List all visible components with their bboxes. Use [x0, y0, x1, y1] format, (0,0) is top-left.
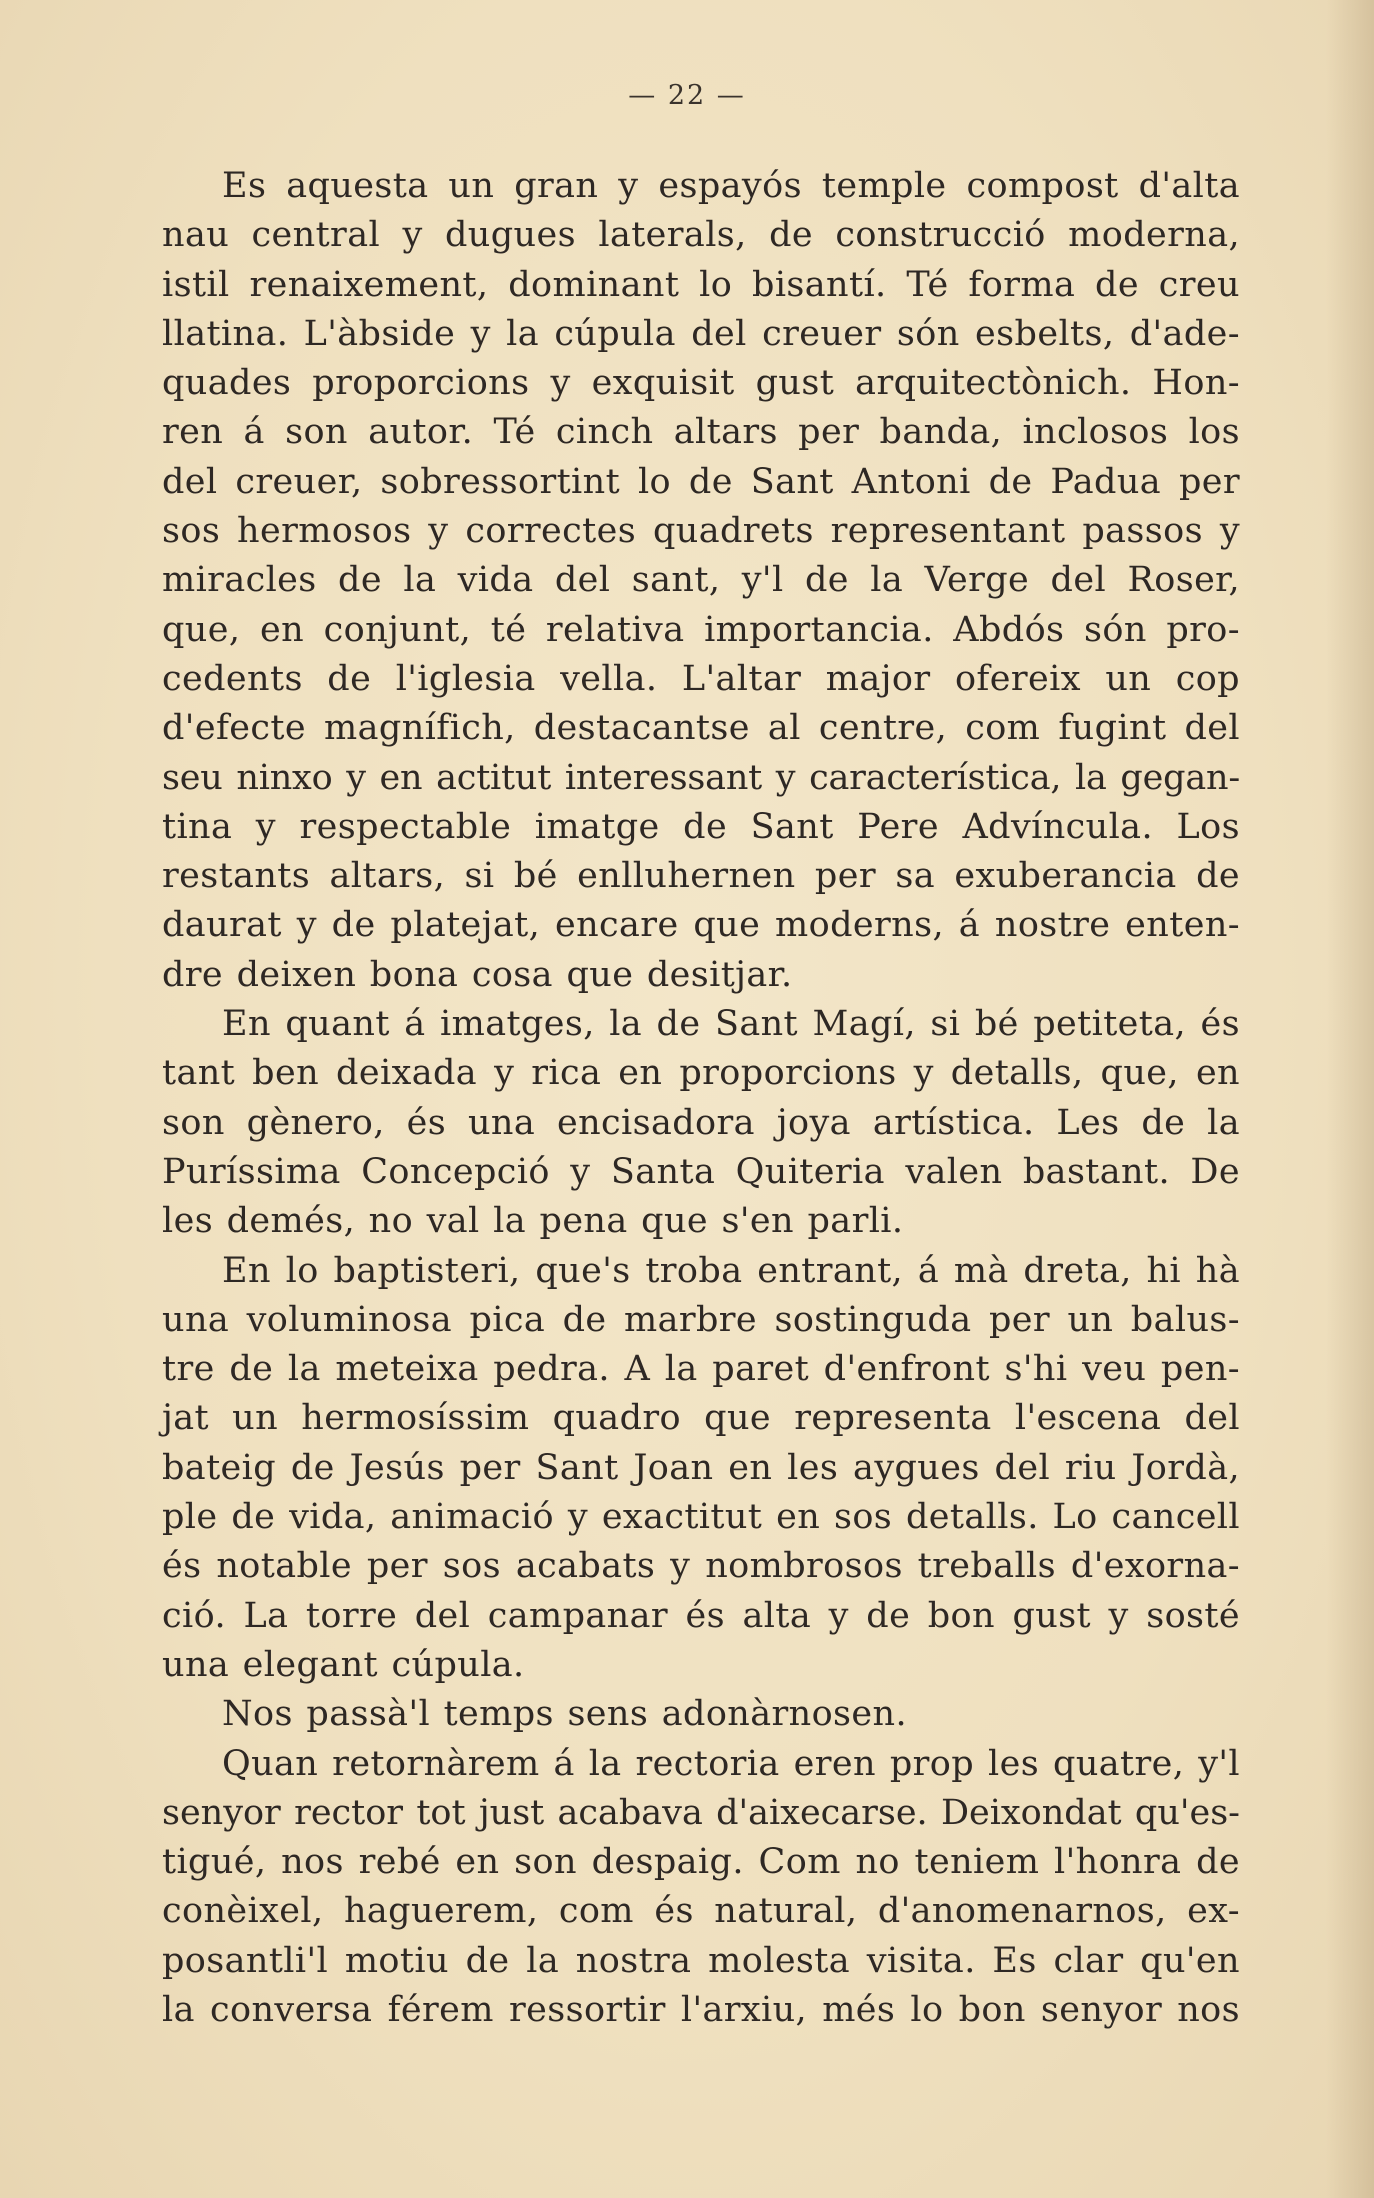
text-line: posantli'l motiu de la nostra molesta visita. Es clar qu'en: [162, 1940, 1240, 1981]
text-line: quades proporcions y exquisit gust arquitectònich. Hon-: [162, 363, 1240, 404]
text-line: restants altars, si bé enlluhernen per sa exuberancia de: [162, 856, 1240, 897]
text-line: sos hermosos y correctes quadrets representant passos y: [162, 511, 1240, 552]
text-line: daurat y de platejat, encare que moderns, á nostre enten-: [162, 905, 1240, 946]
text-line: ple de vida, animació y exactitut en sos detalls. Lo cancell: [162, 1497, 1240, 1538]
text-line: miracles de la vida del sant, y'l de la Verge del Roser,: [162, 560, 1240, 601]
text-line: bateig de Jesús per Sant Joan en les aygues del riu Jordà,: [162, 1447, 1240, 1488]
text-line: En quant á imatges, la de Sant Magí, si bé petiteta, és: [222, 1004, 1240, 1045]
text-line: una elegant cúpula.: [162, 1644, 525, 1685]
text-line: seu ninxo y en actitut interessant y característica, la gegan-: [162, 757, 1240, 798]
text-line: istil renaixement, dominant lo bisantí. Té forma de creu: [162, 264, 1240, 305]
text-line: conèixel, haguerem, com és natural, d'anomenarnos, ex-: [162, 1891, 1240, 1932]
text-line: una voluminosa pica de marbre sostinguda per un balus-: [162, 1299, 1240, 1340]
body-text: [162, 162, 1240, 2035]
text-line: que, en conjunt, té relativa importancia. Abdós són pro-: [162, 609, 1240, 650]
text-line: llatina. L'àbside y la cúpula del creuer són esbelts, d'ade-: [162, 313, 1240, 354]
text-line: tina y respectable imatge de Sant Pere Advíncula. Los: [162, 806, 1240, 847]
text-line: d'efecte magnífich, destacantse al centre, com fugint del: [162, 708, 1240, 749]
text-line: ren á son autor. Té cinch altars per banda, inclosos los: [162, 412, 1240, 453]
text-line: Es aquesta un gran y espayós temple compost d'alta: [222, 166, 1240, 206]
text-line: la conversa férem ressortir l'arxiu, més lo bon senyor nos: [162, 1989, 1240, 2030]
text-line: les demés, no val la pena que s'en parli.: [162, 1201, 904, 1242]
text-line: tigué, nos rebé en son despaig. Com no teniem l'honra de: [162, 1842, 1240, 1883]
text-line: senyor rector tot just acabava d'aixecarse. Deixondat qu'es-: [162, 1792, 1240, 1833]
text-line: del creuer, sobressortint lo de Sant Antoni de Padua per: [162, 461, 1240, 502]
text-line: son gènero, és una encisadora joya artística. Les de la: [162, 1102, 1240, 1143]
text-line: tre de la meteixa pedra. A la paret d'enfront s'hi veu pen-: [162, 1349, 1240, 1390]
text-line: Nos passà'l temps sens adonàrnosen.: [222, 1694, 907, 1735]
text-line: és notable per sos acabats y nombrosos treballs d'exorna-: [162, 1546, 1240, 1587]
text-line: En lo baptisteri, que's troba entrant, á mà dreta, hi hà: [222, 1250, 1240, 1291]
text-line: tant ben deixada y rica en proporcions y detalls, que, en: [162, 1053, 1240, 1094]
text-line: nau central y dugues laterals, de construcció moderna,: [162, 215, 1240, 256]
page-number: — 22 —: [628, 80, 746, 111]
text-line: Puríssima Concepció y Santa Quiteria valen bastant. De: [162, 1151, 1240, 1192]
text-line: ció. La torre del campanar és alta y de bon gust y sosté: [162, 1595, 1240, 1636]
text-line: jat un hermosíssim quadro que representa l'escena del: [162, 1398, 1240, 1439]
text-line: Quan retornàrem á la rectoria eren prop les quatre, y'l: [222, 1743, 1240, 1784]
text-line: cedents de l'iglesia vella. L'altar major ofereix un cop: [162, 658, 1240, 699]
text-line: dre deixen bona cosa que desitjar.: [162, 954, 793, 995]
